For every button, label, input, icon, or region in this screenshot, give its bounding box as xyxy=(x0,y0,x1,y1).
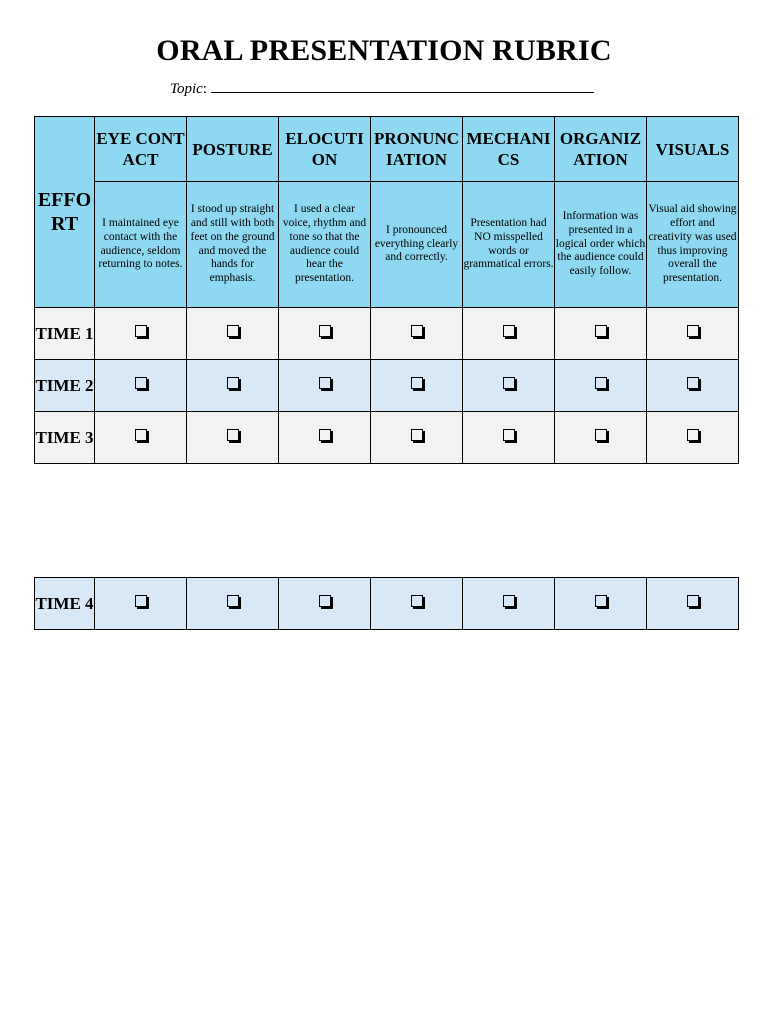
checkbox-icon[interactable] xyxy=(411,377,423,389)
checkbox-icon[interactable] xyxy=(227,377,239,389)
checkbox-cell xyxy=(95,360,187,412)
checkbox-cell xyxy=(555,360,647,412)
checkbox-cell xyxy=(95,578,187,630)
time-row-1 xyxy=(35,308,739,360)
description-eye-contact: I maintained eye contact with the audience, seldom returning to notes. xyxy=(95,182,187,308)
description-pronunciation: I pronounced everything clearly and correctly. xyxy=(371,182,463,308)
checkbox-cell xyxy=(371,308,463,360)
time-row-4 xyxy=(35,578,739,630)
checkbox-icon[interactable] xyxy=(503,377,515,389)
time-label-3: TIME 3 xyxy=(35,412,95,464)
checkbox-cell xyxy=(371,360,463,412)
time-label-2: TIME 2 xyxy=(35,360,95,412)
criterion-pronunciation: PRONUNCIATION xyxy=(371,117,463,182)
checkbox-cell xyxy=(647,578,739,630)
time-label-4: TIME 4 xyxy=(35,578,95,630)
checkbox-cell xyxy=(647,308,739,360)
topic-label: Topic xyxy=(170,81,203,97)
checkbox-cell xyxy=(187,412,279,464)
checkbox-cell xyxy=(555,578,647,630)
checkbox-icon[interactable] xyxy=(595,429,607,441)
checkbox-icon[interactable] xyxy=(135,377,147,389)
criterion-visuals: VISUALS xyxy=(647,117,739,182)
checkbox-cell xyxy=(647,360,739,412)
rubric-table xyxy=(34,116,739,464)
checkbox-icon[interactable] xyxy=(595,377,607,389)
description-elocution: I used a clear voice, rhythm and tone so that the audience could hear the presentation. xyxy=(279,182,371,308)
checkbox-cell xyxy=(463,412,555,464)
criterion-posture: POSTURE xyxy=(187,117,279,182)
checkbox-icon[interactable] xyxy=(503,325,515,337)
topic-separator: : xyxy=(202,81,207,97)
checkbox-icon[interactable] xyxy=(319,377,331,389)
checkbox-cell xyxy=(555,412,647,464)
checkbox-cell xyxy=(463,360,555,412)
description-organization: Information was presented in a logical order which the audience could easily follow. xyxy=(555,182,647,308)
checkbox-cell xyxy=(95,412,187,464)
checkbox-icon[interactable] xyxy=(687,429,699,441)
time-row-3 xyxy=(35,412,739,464)
checkbox-cell xyxy=(279,412,371,464)
checkbox-icon[interactable] xyxy=(595,595,607,607)
checkbox-cell xyxy=(187,360,279,412)
checkbox-icon[interactable] xyxy=(135,595,147,607)
time-row-2 xyxy=(35,360,739,412)
checkbox-icon[interactable] xyxy=(227,429,239,441)
checkbox-icon[interactable] xyxy=(319,595,331,607)
criteria-header-row xyxy=(35,117,739,182)
checkbox-cell xyxy=(647,412,739,464)
checkbox-icon[interactable] xyxy=(135,325,147,337)
checkbox-cell xyxy=(95,308,187,360)
criterion-mechanics: MECHANICS xyxy=(463,117,555,182)
checkbox-cell xyxy=(279,360,371,412)
checkbox-icon[interactable] xyxy=(411,325,423,337)
checkbox-cell xyxy=(463,578,555,630)
checkbox-icon[interactable] xyxy=(411,429,423,441)
checkbox-cell xyxy=(279,308,371,360)
criterion-elocution: ELOCUTION xyxy=(279,117,371,182)
description-posture: I stood up straight and still with both feet on the ground and moved the hands for emphasis. xyxy=(187,182,279,308)
checkbox-icon[interactable] xyxy=(227,325,239,337)
checkbox-icon[interactable] xyxy=(411,595,423,607)
checkbox-icon[interactable] xyxy=(319,325,331,337)
criteria-description-row xyxy=(35,182,739,308)
rubric-table-continued xyxy=(34,577,739,630)
page-title: ORAL PRESENTATION RUBRIC xyxy=(156,34,612,67)
description-mechanics: Presentation had NO misspelled words or grammatical errors. xyxy=(463,182,555,308)
effort-header: EFFORT xyxy=(35,117,95,308)
checkbox-cell xyxy=(371,412,463,464)
checkbox-icon[interactable] xyxy=(595,325,607,337)
checkbox-cell xyxy=(187,308,279,360)
topic-line xyxy=(170,78,594,98)
topic-blank-field[interactable] xyxy=(211,78,594,93)
checkbox-icon[interactable] xyxy=(687,595,699,607)
checkbox-cell xyxy=(279,578,371,630)
checkbox-cell xyxy=(371,578,463,630)
checkbox-icon[interactable] xyxy=(503,429,515,441)
checkbox-icon[interactable] xyxy=(227,595,239,607)
checkbox-cell xyxy=(463,308,555,360)
checkbox-icon[interactable] xyxy=(319,429,331,441)
checkbox-cell xyxy=(555,308,647,360)
checkbox-icon[interactable] xyxy=(687,325,699,337)
description-visuals: Visual aid showing effort and creativity was used thus improving overall the presentation. xyxy=(647,182,739,308)
checkbox-cell xyxy=(187,578,279,630)
time-label-1: TIME 1 xyxy=(35,308,95,360)
checkbox-icon[interactable] xyxy=(503,595,515,607)
checkbox-icon[interactable] xyxy=(135,429,147,441)
criterion-organization: ORGANIZATION xyxy=(555,117,647,182)
criterion-eye-contact: EYE CONTACT xyxy=(95,117,187,182)
checkbox-icon[interactable] xyxy=(687,377,699,389)
